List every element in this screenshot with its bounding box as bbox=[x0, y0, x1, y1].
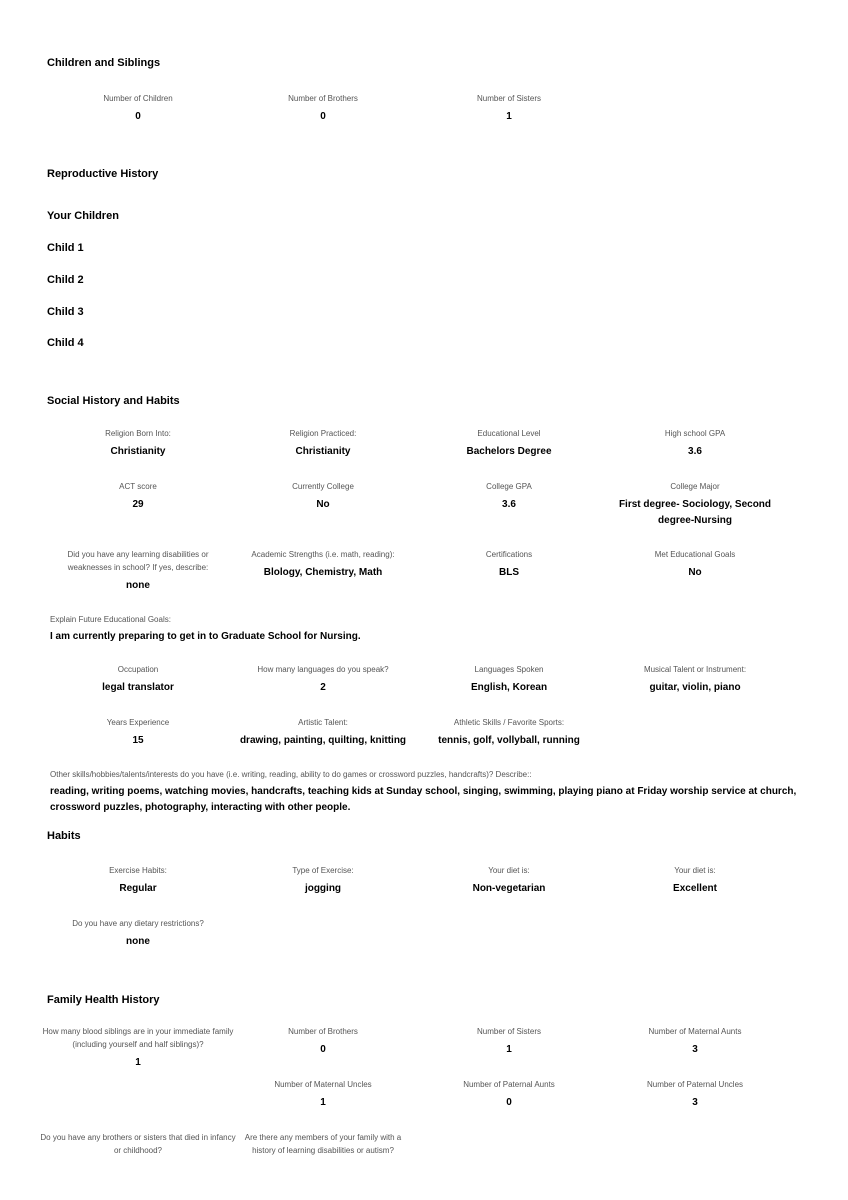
field-label: Number of Sisters bbox=[476, 1027, 542, 1036]
field-label: How many languages do you speak? bbox=[257, 665, 389, 674]
field-maternal-uncles bbox=[245, 1078, 401, 1111]
field-value: Regular bbox=[119, 883, 157, 894]
field-value: 1 bbox=[320, 1097, 326, 1108]
field-value: 3.6 bbox=[688, 446, 702, 457]
field-future-educational-goals bbox=[50, 613, 810, 645]
field-value: guitar, violin, piano bbox=[649, 682, 741, 693]
field-label: Artistic Talent: bbox=[298, 718, 348, 727]
field-value: 0 bbox=[135, 111, 141, 122]
field-athletic-skills bbox=[420, 716, 598, 749]
field-label: Type of Exercise: bbox=[292, 866, 354, 875]
field-value: Christianity bbox=[110, 446, 166, 457]
field-label: ACT score bbox=[119, 482, 157, 491]
field-label: Other skills/hobbies/talents/interests do you have (i.e. writing, reading, ability to do games or crossword puzzles, handcrafts)? Describe:: bbox=[50, 770, 532, 779]
section-title-social-history: Social History and Habits bbox=[47, 395, 180, 407]
field-certifications bbox=[431, 548, 587, 581]
field-value: No bbox=[316, 499, 330, 510]
field-label: Number of Maternal Aunts bbox=[648, 1027, 742, 1036]
field-label: Religion Practiced: bbox=[289, 429, 357, 438]
field-act-score bbox=[60, 480, 216, 513]
field-siblings-died-in-infancy bbox=[40, 1131, 236, 1161]
field-label: Number of Paternal Uncles bbox=[646, 1080, 744, 1089]
field-musical-talent bbox=[612, 663, 778, 696]
field-type-of-exercise bbox=[245, 864, 401, 897]
field-label: Number of Brothers bbox=[288, 1027, 358, 1036]
field-other-skills bbox=[50, 768, 810, 816]
field-educational-level bbox=[431, 427, 587, 460]
field-occupation bbox=[60, 663, 216, 696]
field-label: Your diet is: bbox=[674, 866, 716, 875]
field-value: Blology, Chemistry, Math bbox=[263, 567, 383, 578]
section-title-reproductive-history: Reproductive History bbox=[47, 168, 159, 180]
field-value: Bachelors Degree bbox=[466, 446, 552, 457]
field-label: Musical Talent or Instrument: bbox=[643, 665, 747, 674]
field-label: Languages Spoken bbox=[474, 665, 544, 674]
field-family-brothers bbox=[245, 1025, 401, 1058]
field-high-school-gpa bbox=[612, 427, 778, 460]
field-value: Non-vegetarian bbox=[472, 883, 546, 894]
field-value: BLS bbox=[499, 567, 519, 578]
field-label: Are there any members of your family with a history of learning disabilities or autism? bbox=[244, 1133, 402, 1155]
field-value: 3 bbox=[692, 1097, 698, 1108]
field-label: Certifications bbox=[485, 550, 533, 559]
field-value: 0 bbox=[506, 1097, 512, 1108]
field-label: Number of Sisters bbox=[476, 94, 542, 103]
field-artistic-talent bbox=[230, 716, 416, 749]
field-value: Christianity bbox=[295, 446, 351, 457]
field-value: drawing, painting, quilting, knitting bbox=[239, 735, 407, 746]
field-value: legal translator bbox=[102, 682, 174, 693]
field-label: Explain Future Educational Goals: bbox=[50, 615, 171, 624]
section-title-family-health-history: Family Health History bbox=[47, 994, 160, 1006]
field-number-of-brothers bbox=[245, 92, 401, 125]
section-title-your-children: Your Children bbox=[47, 210, 119, 222]
field-value: First degree- Sociology, Second degree-Nursing bbox=[618, 499, 772, 526]
field-value: 15 bbox=[132, 735, 144, 746]
field-label: Athletic Skills / Favorite Sports: bbox=[453, 718, 565, 727]
field-value: jogging bbox=[304, 883, 342, 894]
field-value: 1 bbox=[506, 1044, 512, 1055]
field-label: Your diet is: bbox=[488, 866, 530, 875]
child-heading: Child 3 bbox=[47, 306, 84, 318]
field-label: Academic Strengths (i.e. math, reading): bbox=[251, 550, 395, 559]
field-label: Number of Paternal Aunts bbox=[463, 1080, 555, 1089]
field-diet-type bbox=[431, 864, 587, 897]
field-value: none bbox=[126, 580, 150, 591]
field-value: 29 bbox=[132, 499, 144, 510]
field-label: College Major bbox=[670, 482, 720, 491]
field-value: 2 bbox=[320, 682, 326, 693]
field-label: Number of Children bbox=[103, 94, 173, 103]
child-heading: Child 4 bbox=[47, 337, 84, 349]
field-number-of-children bbox=[60, 92, 216, 125]
field-paternal-uncles bbox=[612, 1078, 778, 1111]
field-religion-born-into bbox=[60, 427, 216, 460]
field-value: Excellent bbox=[673, 883, 717, 894]
field-value: 3.6 bbox=[502, 499, 516, 510]
field-label: High school GPA bbox=[664, 429, 726, 438]
field-label: Number of Maternal Uncles bbox=[274, 1080, 372, 1089]
field-family-learning-disabilities bbox=[232, 1131, 414, 1161]
field-label: Do you have any brothers or sisters that died in infancy or childhood? bbox=[40, 1133, 236, 1155]
field-label: Religion Born Into: bbox=[105, 429, 171, 438]
field-label: Did you have any learning disabilities or weaknesses in school? If yes, describe: bbox=[67, 550, 209, 572]
field-value: tennis, golf, vollyball, running bbox=[438, 735, 580, 746]
field-family-sisters bbox=[431, 1025, 587, 1058]
child-heading: Child 1 bbox=[47, 242, 84, 254]
field-diet-quality bbox=[612, 864, 778, 897]
field-label: Exercise Habits: bbox=[109, 866, 167, 875]
field-label: Do you have any dietary restrictions? bbox=[72, 919, 204, 928]
field-religion-practiced bbox=[245, 427, 401, 460]
field-blood-siblings bbox=[40, 1025, 236, 1071]
field-college-major bbox=[612, 480, 778, 529]
field-label: College GPA bbox=[486, 482, 532, 491]
field-learning-disabilities bbox=[55, 548, 221, 594]
field-paternal-aunts bbox=[431, 1078, 587, 1111]
field-met-educational-goals bbox=[612, 548, 778, 581]
field-value: reading, writing poems, watching movies, handcrafts, teaching kids at Sunday school, singing, swimming, playing piano at Friday worship service at church, crossword puzzles, photography, interacting with other people. bbox=[50, 786, 797, 813]
field-value: English, Korean bbox=[470, 682, 548, 693]
field-value: 1 bbox=[506, 111, 512, 122]
field-maternal-aunts bbox=[612, 1025, 778, 1058]
field-label: Currently College bbox=[292, 482, 354, 491]
field-value: none bbox=[126, 936, 150, 947]
field-value: 0 bbox=[320, 111, 326, 122]
field-label: Number of Brothers bbox=[288, 94, 358, 103]
section-title-children-siblings: Children and Siblings bbox=[47, 57, 161, 69]
field-years-experience bbox=[60, 716, 216, 749]
field-label: How many blood siblings are in your immediate family (including yourself and half siblings)? bbox=[42, 1027, 234, 1049]
child-heading: Child 2 bbox=[47, 274, 84, 286]
field-label: Years Experience bbox=[106, 718, 170, 727]
field-languages-count bbox=[240, 663, 406, 696]
field-label: Educational Level bbox=[477, 429, 541, 438]
field-number-of-sisters bbox=[431, 92, 587, 125]
field-dietary-restrictions bbox=[55, 917, 221, 950]
field-exercise-habits bbox=[60, 864, 216, 897]
field-value: I am currently preparing to get in to Graduate School for Nursing. bbox=[50, 631, 361, 642]
field-label: Met Educational Goals bbox=[654, 550, 736, 559]
section-title-habits: Habits bbox=[47, 830, 81, 842]
field-value: 1 bbox=[135, 1057, 141, 1068]
field-languages-spoken bbox=[431, 663, 587, 696]
field-value: No bbox=[688, 567, 702, 578]
field-value: 0 bbox=[320, 1044, 326, 1055]
field-value: 3 bbox=[692, 1044, 698, 1055]
field-currently-college bbox=[245, 480, 401, 513]
field-college-gpa bbox=[431, 480, 587, 513]
field-label: Occupation bbox=[117, 665, 159, 674]
field-academic-strengths bbox=[240, 548, 406, 581]
